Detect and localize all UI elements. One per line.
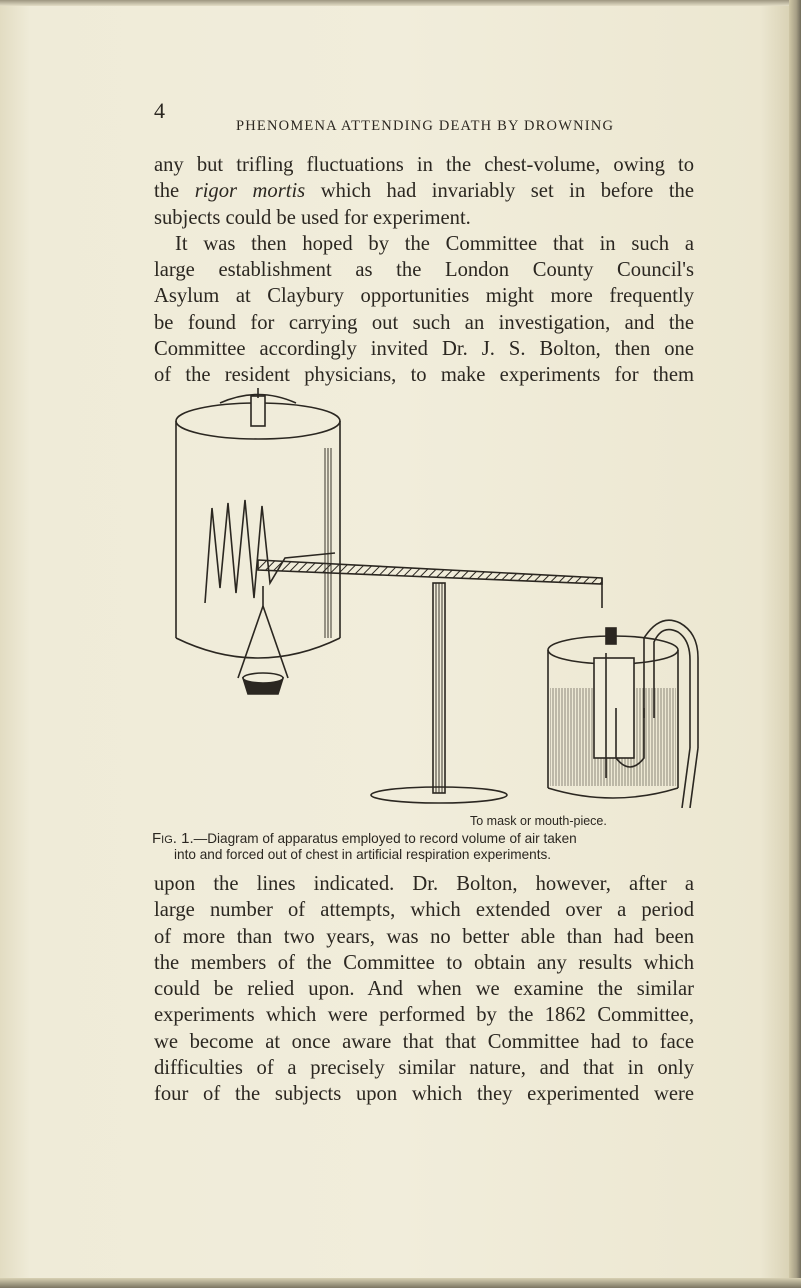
page-number: 4 <box>154 98 165 123</box>
running-head: PHENOMENA ATTENDING DEATH BY DROWNING <box>236 118 615 134</box>
page-top-edge <box>0 0 801 6</box>
text-line: Asylum at Claybury opportunities might more frequently <box>154 285 694 308</box>
counterweight <box>238 586 288 694</box>
paragraph-bottom <box>154 871 694 1108</box>
text-line: subjects could be used for experiment. <box>154 206 471 229</box>
text-line: be found for carrying out such an investigation, and the <box>154 311 694 334</box>
paragraph-top <box>154 152 694 389</box>
mouthpiece-callout: To mask or mouth-piece. <box>470 814 607 828</box>
text-line: of the resident physicians, to make experiments for them <box>154 364 694 387</box>
page-right-edge <box>789 0 801 1288</box>
text-line: large number of attempts, which extended over a period <box>154 899 694 922</box>
lever-arm <box>258 560 602 584</box>
text-line: four of the subjects upon which they experimented were <box>154 1083 694 1106</box>
apparatus-diagram <box>150 388 710 808</box>
figure-tag: Fig. 1. <box>152 830 194 847</box>
page-bottom-edge <box>0 1278 801 1288</box>
text-line: Committee accordingly invited Dr. J. S. Bolton, then one <box>154 338 694 361</box>
recording-trace <box>205 500 335 603</box>
spirometer-bell <box>176 388 340 658</box>
text-line: the members of the Committee to obtain any results which <box>154 951 694 974</box>
text-line: could be relied upon. And when we examine the similar <box>154 978 694 1001</box>
stand <box>371 583 507 803</box>
figure-caption: Fig. 1.—Diagram of apparatus employed to record volume of air taken into and forced out of chest in artificial respiration experiments. <box>152 830 577 862</box>
text-line: experiments which were performed by the 1862 Committee, <box>154 1004 694 1027</box>
text-line: large establishment as the London County Council's <box>154 259 694 282</box>
text-line: upon the lines indicated. Dr. Bolton, however, after a <box>154 873 694 895</box>
text-line: difficulties of a precisely similar nature, and that in only <box>154 1057 694 1080</box>
text-line: the rigor mortis which had invariably set in before the <box>154 180 694 203</box>
italic-term: rigor mortis <box>194 180 306 203</box>
water-tank <box>548 628 678 798</box>
text-line: we become at once aware that that Committee had to face <box>154 1030 694 1053</box>
text-line: It was then hoped by the Committee that in such a <box>175 232 694 255</box>
text-line: any but trifling fluctuations in the chest-volume, owing to <box>154 154 694 176</box>
text-line: of more than two years, was no better able than had been <box>154 925 694 948</box>
